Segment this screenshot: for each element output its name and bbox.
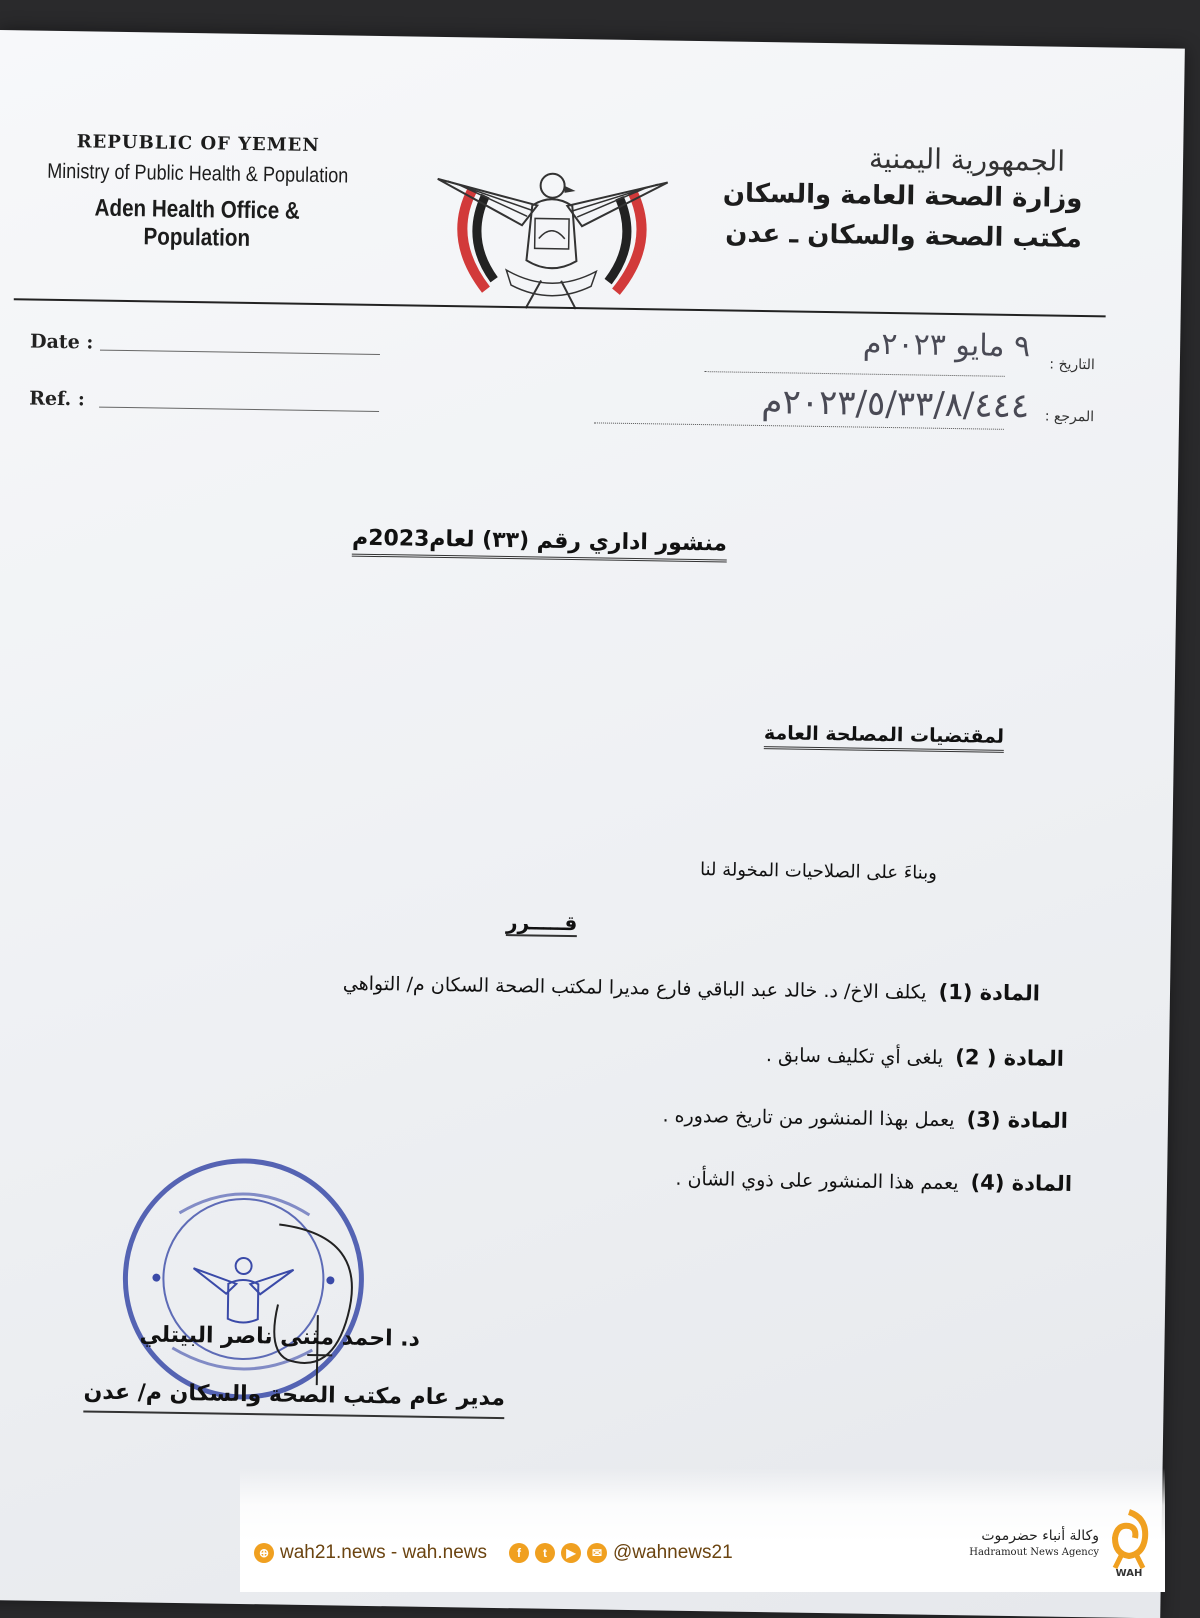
- article-3-label: المادة (3): [966, 1107, 1069, 1133]
- article-2: [766, 1042, 1064, 1071]
- article-3: [662, 1103, 1068, 1133]
- decision-heading: قـــــرر: [505, 910, 578, 936]
- footer-contacts: [254, 1542, 733, 1564]
- ministry-name-ar: وزارة الصحة العامة والسكان: [722, 178, 1083, 215]
- date-line: [100, 350, 380, 355]
- article-1-label: المادة (1): [938, 979, 1041, 1006]
- arabic-header: [722, 139, 1084, 254]
- official-stamp-icon: [116, 1152, 370, 1406]
- handwritten-ref: ٢٠٢٣/٥/٣٣/٨/٤٤٤م: [761, 382, 1030, 427]
- article-2-label: المادة ( 2): [955, 1045, 1065, 1071]
- office-name-en: Aden Health Office & Population: [94, 194, 301, 252]
- youtube-icon: ▶: [561, 1543, 581, 1563]
- document-page: [0, 30, 1185, 1618]
- globe-icon: ⊕: [254, 1543, 274, 1563]
- signatory-title: مدير عام مكتب الصحة والسكان م/ عدن: [83, 1379, 505, 1419]
- facebook-icon: f: [509, 1543, 529, 1563]
- article-3-text: يعمل بهذا المنشور من تاريخ صدوره .: [662, 1104, 955, 1132]
- ref-line: [99, 407, 379, 412]
- date-label-ar: التاريخ :: [1049, 356, 1095, 374]
- date-label: Date :: [29, 330, 94, 354]
- ref-label-ar: المرجع :: [1044, 408, 1095, 426]
- article-4: [675, 1166, 1072, 1196]
- country-name-ar: الجمهورية اليمنية: [868, 141, 1066, 178]
- agency-name-ar: وكالة أنباء حضرموت: [981, 1528, 1099, 1544]
- article-1: [343, 971, 1041, 1006]
- footer-websites: wah21.news - wah.news: [280, 1542, 487, 1563]
- wah-logo-icon: [1107, 1508, 1151, 1578]
- article-4-text: يعمم هذا المنشور على ذوي الشأن .: [675, 1167, 959, 1195]
- agency-name-en: Hadramout News Agency: [969, 1547, 1099, 1558]
- signatory-name: د. احمد مثنى ناصر البيتلي: [139, 1322, 421, 1352]
- preamble-text: وبناءَ على الصلاحيات المخولة لنا: [699, 859, 938, 884]
- twitter-icon: t: [535, 1543, 555, 1563]
- date-field-en: [30, 331, 94, 354]
- footer-handle: @wahnews21: [613, 1542, 733, 1563]
- subject-line: لمقتضيات المصلحة العامة: [764, 722, 1005, 753]
- article-4-label: المادة (4): [970, 1170, 1073, 1196]
- circular-title: منشور اداري رقم (٣٣) لعام2023م: [352, 526, 727, 563]
- country-name-en: REPUBLIC OF YEMEN: [76, 131, 320, 157]
- article-2-text: يلغى أي تكليف سابق .: [765, 1044, 944, 1069]
- article-1-text: يكلف الاخ/ د. خالد عبد الباقي فارع مديرا لمكتب الصحة السكان م/ التواهي: [342, 972, 927, 1004]
- svg-text:WAH: WAH: [1115, 1568, 1143, 1578]
- agency-brand: [969, 1508, 1151, 1578]
- yemen-eagle-emblem-icon: [426, 129, 679, 313]
- ref-field-en: [29, 388, 85, 411]
- news-watermark-footer: [240, 1468, 1165, 1592]
- date-dotted-line: [705, 371, 1005, 377]
- english-header: [17, 130, 379, 255]
- office-name-ar: مكتب الصحة والسكان ـ عدن: [725, 218, 1083, 255]
- email-icon: ✉: [587, 1543, 607, 1563]
- ref-label: Ref. :: [29, 387, 86, 411]
- handwritten-date: ٩ مايو ٢٠٢٣م: [862, 326, 1031, 365]
- ministry-name-en: Ministry of Public Health & Population: [47, 159, 349, 188]
